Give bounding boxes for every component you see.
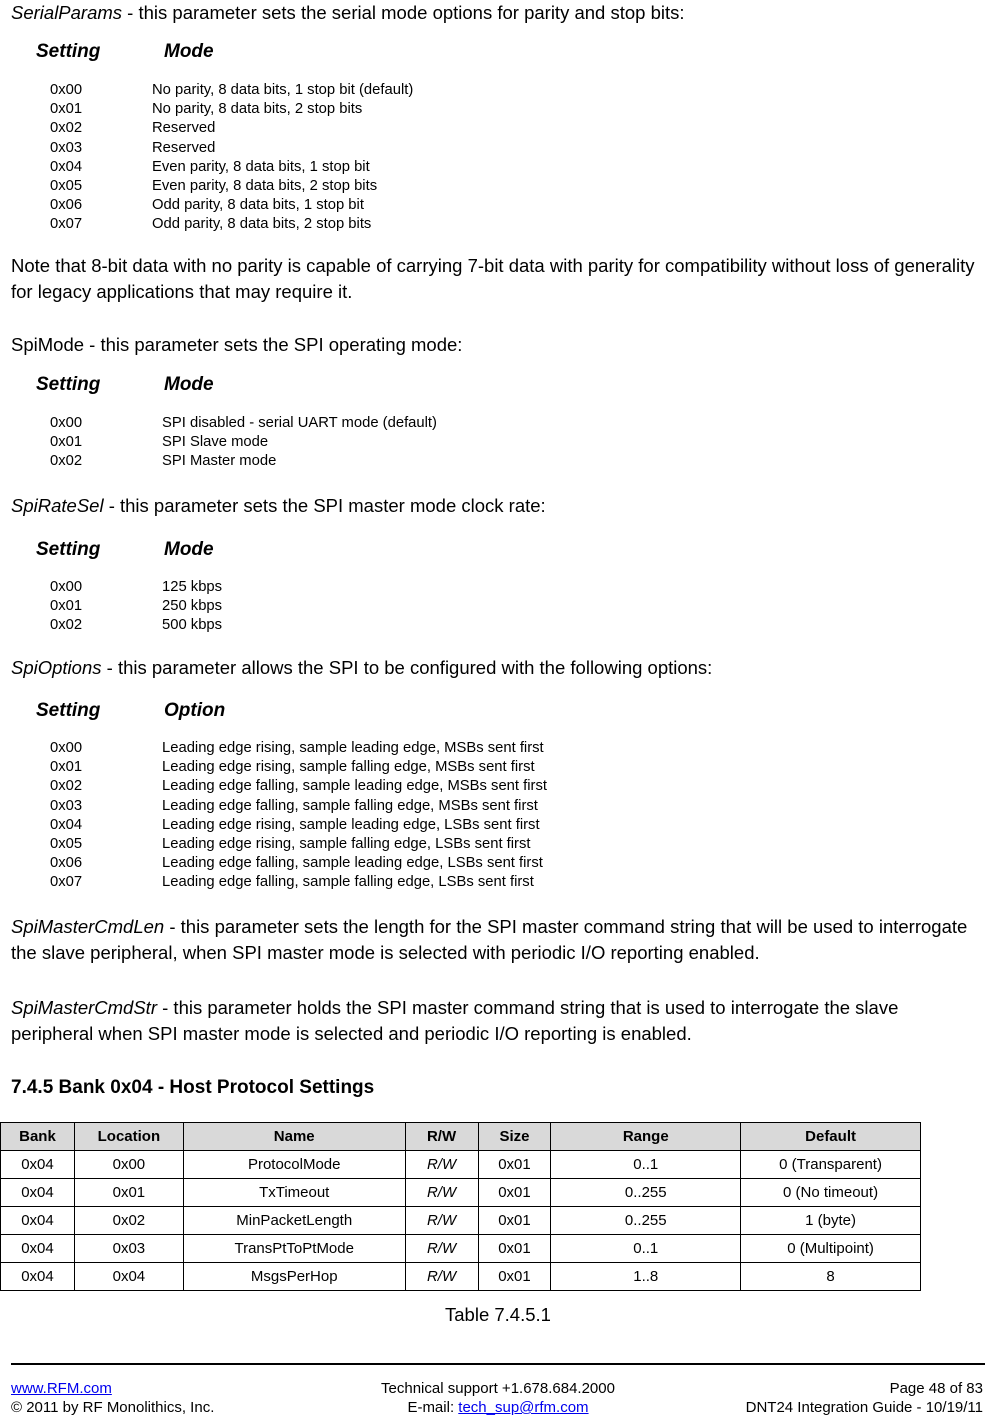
email-label: E-mail:	[407, 1399, 459, 1416]
mode-description: SPI Master mode	[162, 453, 277, 470]
table-cell: 0x04	[74, 1263, 183, 1291]
mode-description: Leading edge falling, sample falling edge, MSBs sent first	[162, 797, 538, 814]
param-name: SpiMasterCmdStr	[11, 997, 157, 1018]
mode-description: Leading edge falling, sample falling edge, LSBs sent first	[162, 874, 534, 891]
serialparams-paragraph	[11, 0, 983, 26]
table-cell: 0 (Transparent)	[741, 1151, 921, 1179]
setting-value: 0x07	[50, 216, 83, 233]
email-link[interactable]: tech_sup@rfm.com	[458, 1399, 589, 1416]
table-cell: R/W	[405, 1235, 478, 1263]
col-mode: Mode	[164, 41, 214, 62]
setting-value: 0x03	[50, 139, 83, 156]
setting-value: 0x04	[50, 816, 83, 833]
setting-value: 0x02	[50, 120, 83, 137]
table-cell: TransPtToPtMode	[183, 1235, 405, 1263]
table-cell: ProtocolMode	[183, 1151, 405, 1179]
setting-value: 0x01	[50, 759, 83, 776]
setting-value: 0x02	[50, 453, 83, 470]
mode-description: Leading edge rising, sample leading edge, MSBs sent first	[162, 740, 544, 756]
mode-description: Odd parity, 8 data bits, 1 stop bit	[152, 197, 364, 214]
mode-description: Leading edge falling, sample leading edge, LSBs sent first	[162, 855, 543, 872]
setting-value: 0x05	[50, 835, 83, 852]
page-number: Page 48 of 83	[889, 1380, 983, 1397]
setting-value: 0x00	[50, 82, 83, 98]
website-link[interactable]: www.RFM.com	[11, 1380, 112, 1397]
column-header: R/W	[405, 1123, 478, 1151]
table-cell: 8	[741, 1263, 921, 1291]
mode-description: No parity, 8 data bits, 2 stop bits	[152, 101, 363, 118]
col-option: Option	[164, 700, 226, 721]
mode-description: Leading edge rising, sample falling edge, MSBs sent first	[162, 759, 535, 776]
param-name: SpiOptions	[11, 657, 102, 678]
table-row	[1, 1207, 921, 1235]
doc-title: DNT24 Integration Guide - 10/19/11	[745, 1399, 983, 1416]
footer-divider	[11, 1363, 985, 1365]
table-cell: R/W	[405, 1179, 478, 1207]
mode-description: 250 kbps	[162, 598, 223, 615]
setting-value: 0x01	[50, 101, 83, 118]
table-cell: 0x01	[478, 1179, 551, 1207]
col-setting: Setting	[36, 700, 101, 721]
setting-value: 0x01	[50, 598, 83, 615]
table-cell: MinPacketLength	[183, 1207, 405, 1235]
table-cell: 0x01	[478, 1235, 551, 1263]
table-cell: MsgsPerHop	[183, 1263, 405, 1291]
mode-description: Reserved	[152, 139, 216, 156]
mode-description: SPI disabled - serial UART mode (default)	[162, 415, 437, 431]
table-row	[1, 1151, 921, 1179]
setting-value: 0x06	[50, 855, 83, 872]
param-desc: - this parameter holds the SPI master command string that is used to interrogate the slave peripheral when SPI master mode is selected and periodic I/O reporting is enabled.	[11, 997, 899, 1044]
table-header-row	[1, 1123, 921, 1151]
mode-description: Even parity, 8 data bits, 2 stop bits	[152, 177, 378, 194]
note-paragraph: Note that 8-bit data with no parity is capable of carrying 7-bit data with parity for compatibility without loss of generality for legacy applications that may require it.	[11, 255, 975, 302]
table-body	[1, 1151, 921, 1291]
copyright: © 2011 by RF Monolithics, Inc.	[11, 1399, 215, 1416]
table-cell: 0..255	[551, 1179, 741, 1207]
spimastercmdlen-paragraph	[11, 914, 983, 966]
table-cell: R/W	[405, 1151, 478, 1179]
mode-description: SPI Slave mode	[162, 434, 269, 451]
setting-value: 0x06	[50, 197, 83, 214]
table-cell: 1..8	[551, 1263, 741, 1291]
column-header: Name	[183, 1123, 405, 1151]
table-cell: 0x04	[1, 1207, 75, 1235]
column-header: Size	[478, 1123, 551, 1151]
col-setting: Setting	[36, 374, 101, 395]
mode-description: Leading edge rising, sample leading edge, LSBs sent first	[162, 816, 540, 833]
spiratesel-paragraph	[11, 493, 983, 519]
param-name: SpiMasterCmdLen	[11, 916, 165, 937]
col-setting: Setting	[36, 41, 101, 62]
spimode-paragraph: SpiMode - this parameter sets the SPI operating mode:	[11, 334, 463, 355]
param-desc: - this parameter sets the SPI master mode clock rate:	[103, 495, 546, 516]
mode-description: Leading edge rising, sample falling edge, LSBs sent first	[162, 835, 531, 852]
table-cell: 0x01	[478, 1207, 551, 1235]
col-mode: Mode	[164, 539, 214, 560]
mode-description: Odd parity, 8 data bits, 2 stop bits	[152, 216, 372, 233]
param-name: SpiRateSel	[11, 495, 104, 516]
mode-description: 125 kbps	[162, 579, 223, 595]
mode-description: No parity, 8 data bits, 1 stop bit (default)	[152, 82, 414, 98]
table-row	[1, 1263, 921, 1291]
table-cell: 0x03	[74, 1235, 183, 1263]
mode-description: Even parity, 8 data bits, 1 stop bit	[152, 158, 370, 175]
support-phone: Technical support +1.678.684.2000	[381, 1380, 615, 1397]
table-cell: R/W	[405, 1263, 478, 1291]
setting-value: 0x03	[50, 797, 83, 814]
table-cell: 0x04	[1, 1263, 75, 1291]
setting-value: 0x04	[50, 158, 83, 175]
table-caption: Table 7.4.5.1	[445, 1304, 551, 1325]
table-cell: 1 (byte)	[741, 1207, 921, 1235]
column-header: Default	[741, 1123, 921, 1151]
table-row	[1, 1235, 921, 1263]
table-cell: 0x01	[74, 1179, 183, 1207]
setting-value: 0x05	[50, 177, 83, 194]
table-cell: TxTimeout	[183, 1179, 405, 1207]
footer-right	[746, 1379, 983, 1417]
setting-value: 0x02	[50, 778, 83, 795]
param-desc: - this parameter allows the SPI to be configured with the following options:	[101, 657, 713, 678]
table-cell: 0 (Multipoint)	[741, 1235, 921, 1263]
mode-description: Leading edge falling, sample leading edge, MSBs sent first	[162, 778, 547, 795]
mode-description: 500 kbps	[162, 617, 223, 634]
host-protocol-table	[0, 1122, 921, 1291]
table-cell: 0x04	[1, 1179, 75, 1207]
table-cell: 0 (No timeout)	[741, 1179, 921, 1207]
table-cell: 0x02	[74, 1207, 183, 1235]
col-setting: Setting	[36, 539, 101, 560]
setting-value: 0x00	[50, 415, 83, 431]
table-cell: 0..255	[551, 1207, 741, 1235]
table-cell: 0x00	[74, 1151, 183, 1179]
table-cell: R/W	[405, 1207, 478, 1235]
table-cell: 0x01	[478, 1151, 551, 1179]
table-cell: 0x04	[1, 1235, 75, 1263]
setting-value: 0x00	[50, 740, 83, 756]
spioptions-paragraph	[11, 655, 983, 681]
param-name: SerialParams	[11, 2, 123, 23]
table-cell: 0x01	[478, 1263, 551, 1291]
param-desc: - this parameter sets the serial mode options for parity and stop bits:	[122, 2, 685, 23]
column-header: Bank	[1, 1123, 75, 1151]
table-row	[1, 1179, 921, 1207]
column-header: Range	[551, 1123, 741, 1151]
table-cell: 0x04	[1, 1151, 75, 1179]
col-mode: Mode	[164, 374, 214, 395]
spimastercmdstr-paragraph	[11, 995, 983, 1047]
setting-value: 0x07	[50, 874, 83, 891]
table-cell: 0..1	[551, 1151, 741, 1179]
param-desc: - this parameter sets the length for the SPI master command string that will be used to interrogate the slave peripheral, when SPI master mode is selected with periodic I/O reporting enabled.	[11, 916, 968, 963]
column-header: Location	[74, 1123, 183, 1151]
setting-value: 0x01	[50, 434, 83, 451]
setting-value: 0x02	[50, 617, 83, 634]
mode-description: Reserved	[152, 120, 216, 137]
setting-value: 0x00	[50, 579, 83, 595]
section-heading: 7.4.5 Bank 0x04 - Host Protocol Settings	[11, 1077, 375, 1098]
table-cell: 0..1	[551, 1235, 741, 1263]
